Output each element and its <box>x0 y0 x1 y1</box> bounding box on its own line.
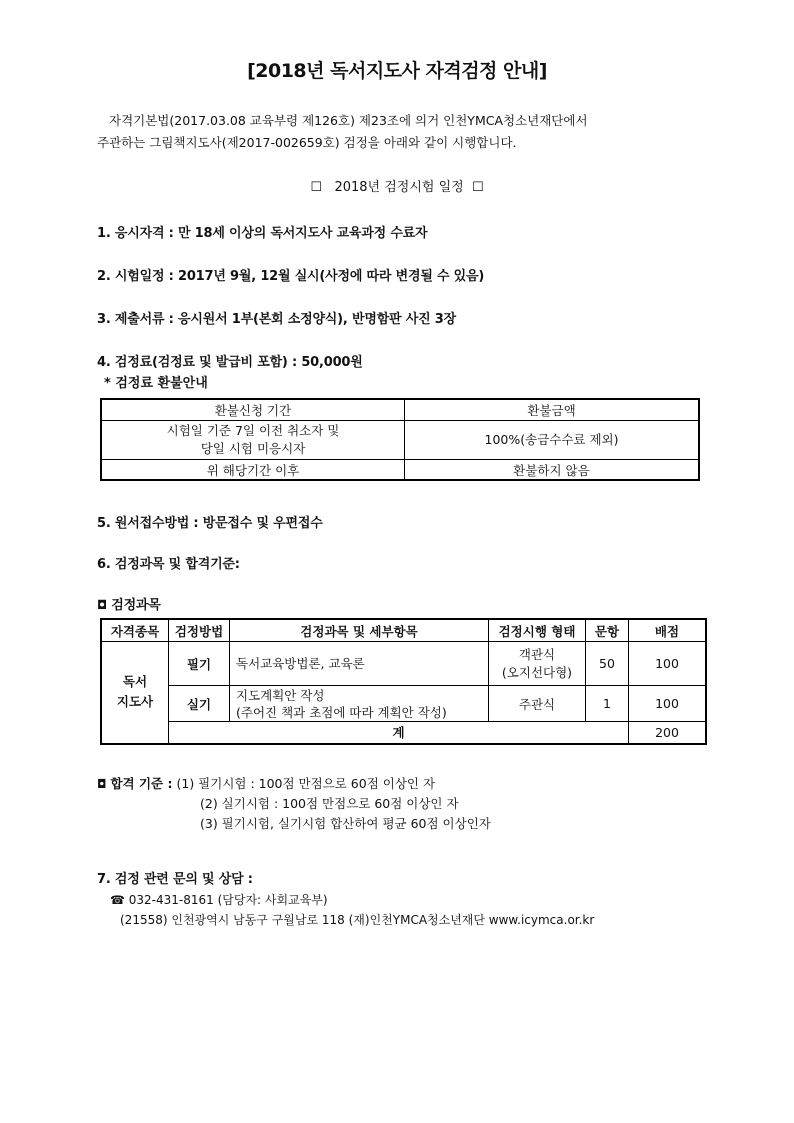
schedule-heading <box>0 176 794 195</box>
checkbox-icon: ☐ <box>310 180 323 195</box>
table-row <box>101 642 706 686</box>
intro-paragraph <box>97 110 717 154</box>
refund-period-line: 당일 시험 미응시자 <box>200 441 306 456</box>
subjects-header-category: 자격종목 <box>101 619 169 642</box>
subject-cell: 독서교육방법론, 교육론 <box>230 642 489 686</box>
criteria-2: (2) 실기시험 : 100점 만점으로 60점 이상인 자 <box>200 796 459 811</box>
item-application-method: 5. 원서접수방법 : 방문접수 및 우편접수 <box>97 516 323 531</box>
method-cell: 필기 <box>169 642 230 686</box>
subjects-table <box>100 618 707 745</box>
score-cell: 100 <box>629 642 707 686</box>
subject-line: (주어진 책과 초점에 따라 계획안 작성) <box>236 704 447 720</box>
form-cell: 주관식 <box>489 686 586 722</box>
item-eligibility: 1. 응시자격 : 만 18세 이상의 독서지도사 교육과정 수료자 <box>97 226 428 241</box>
item-subjects-criteria: 6. 검정과목 및 합격기준: <box>97 557 240 572</box>
contact-info <box>110 890 594 930</box>
item-exam-schedule: 2. 시험일정 : 2017년 9월, 12월 실시(사정에 따라 변경될 수 있음) <box>97 269 485 284</box>
table-row <box>101 722 706 744</box>
table-row <box>101 421 699 460</box>
contact-phone: 032-431-8161 (담당자: 사회교육부) <box>128 893 328 907</box>
count-cell: 1 <box>586 686 629 722</box>
subjects-header-score: 배점 <box>629 619 707 642</box>
refund-period-cell <box>101 421 405 460</box>
count-cell: 50 <box>586 642 629 686</box>
refund-guide-label: * 검정료 환불안내 <box>104 376 208 391</box>
subjects-header-method: 검정방법 <box>169 619 230 642</box>
document-title: [2018년 독서지도사 자격검정 안내] <box>247 60 547 82</box>
form-line: (오지선다형) <box>501 664 573 680</box>
category-line: 지도사 <box>116 694 154 710</box>
total-score-cell: 200 <box>629 722 707 744</box>
form-line: 객관식 <box>518 646 556 662</box>
criteria-label: 합격 기준 : <box>110 776 173 791</box>
schedule-heading-text: 2018년 검정시험 일정 <box>334 180 464 195</box>
refund-table <box>100 398 700 481</box>
refund-amount-cell: 환불하지 않음 <box>405 460 700 481</box>
bullet-box-icon: ◘ <box>97 598 107 612</box>
pass-criteria <box>97 774 491 834</box>
intro-line-2: 주관하는 그림책지도사(제2017-002659호) 검정을 아래와 같이 시행합니다. <box>97 135 517 150</box>
method-cell: 실기 <box>169 686 230 722</box>
criteria-1: (1) 필기시험 : 100점 만점으로 60점 이상인 자 <box>176 776 436 791</box>
subjects-header-count: 문항 <box>586 619 629 642</box>
form-cell <box>489 642 586 686</box>
total-label-cell: 계 <box>169 722 629 744</box>
score-cell: 100 <box>629 686 707 722</box>
refund-amount-cell: 100%(송금수수료 제외) <box>405 421 700 460</box>
table-row <box>101 686 706 722</box>
bullet-box-icon: ◘ <box>97 777 107 791</box>
subject-cell <box>230 686 489 722</box>
subjects-label <box>97 594 161 613</box>
intro-line-1: 자격기본법(2017.03.08 교육부령 제126호) 제23조에 의거 인천YMCA청소년재단에서 <box>109 113 588 128</box>
telephone-icon: ☎ <box>110 893 125 907</box>
contact-address: (21558) 인천광역시 남동구 구월남로 118 (재)인천YMCA청소년재단 www.icymca.or.kr <box>120 913 595 927</box>
item-documents: 3. 제출서류 : 응시원서 1부(본회 소정양식), 반명함판 사진 3장 <box>97 312 456 327</box>
item-inquiry: 7. 검정 관련 문의 및 상담 : <box>97 872 253 887</box>
subjects-label-text: 검정과목 <box>111 598 161 613</box>
table-row <box>101 460 699 481</box>
category-line: 독서 <box>122 674 148 690</box>
refund-header-period: 환불신청 기간 <box>101 399 405 421</box>
criteria-3: (3) 필기시험, 실기시험 합산하여 평균 60점 이상인자 <box>200 816 491 831</box>
refund-period-line: 시험일 기준 7일 이전 취소자 및 <box>166 423 340 438</box>
item-exam-fee: 4. 검정료(검정료 및 발급비 포함) : 50,000원 <box>97 355 363 370</box>
subject-line: 지도계획안 작성 <box>236 687 325 703</box>
subjects-header-form: 검정시행 형태 <box>489 619 586 642</box>
refund-period-cell: 위 해당기간 이후 <box>101 460 405 481</box>
checkbox-icon: ☐ <box>471 180 484 195</box>
refund-header-amount: 환불금액 <box>405 399 700 421</box>
subjects-header-subject: 검정과목 및 세부항목 <box>230 619 489 642</box>
category-cell <box>101 642 169 744</box>
